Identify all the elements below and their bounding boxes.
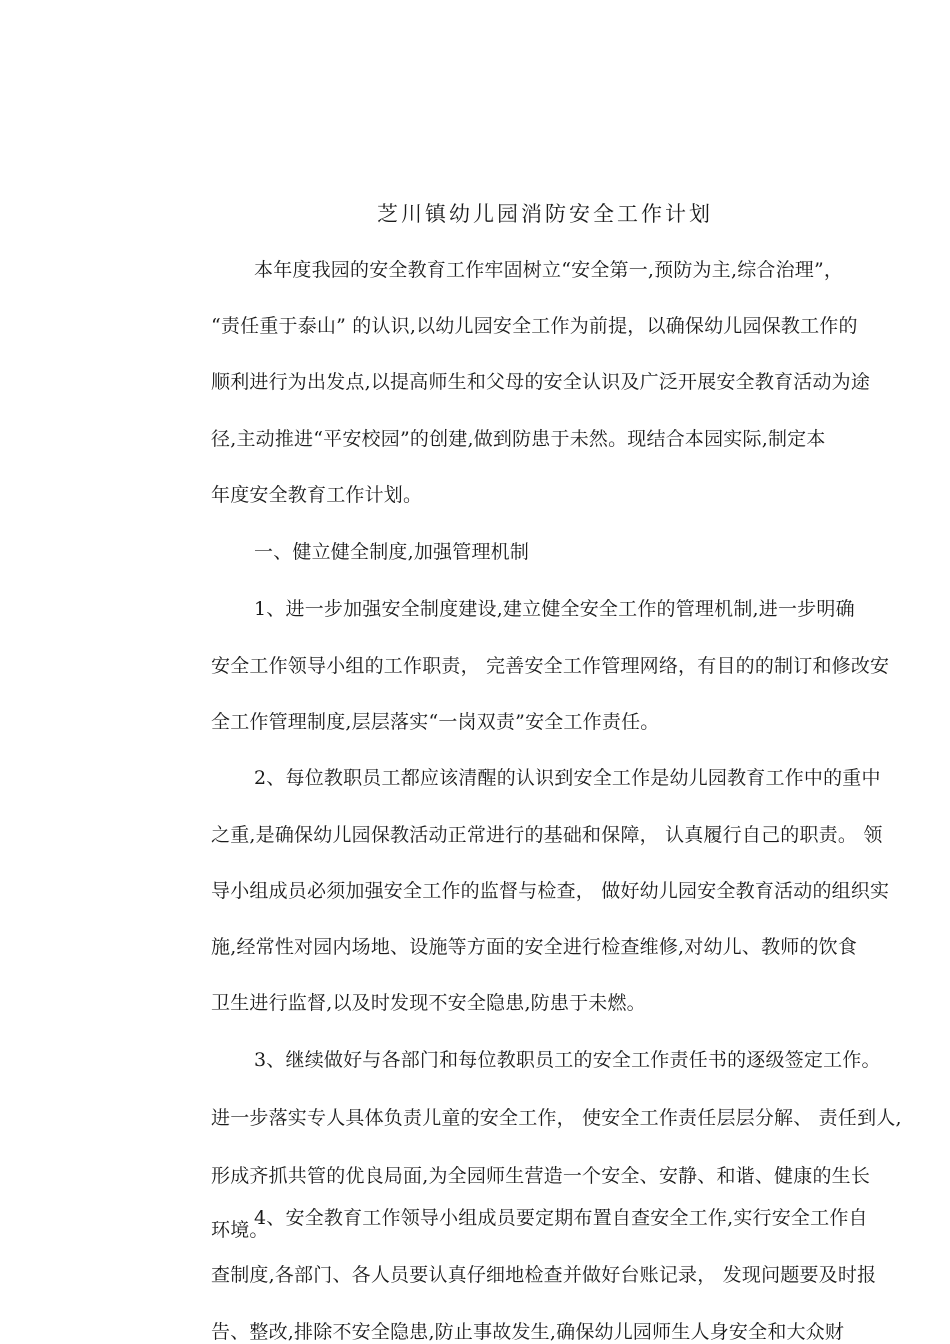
- paragraph-line: 环境。: [211, 1219, 269, 1241]
- paragraph-line: 顺利进行为出发点,以提高师生和父母的安全认识及广泛开展安全教育活动为途: [211, 371, 871, 393]
- paragraph-line: 4、安全教育工作领导小组成员要定期布置自查安全工作,实行安全工作自: [254, 1207, 868, 1229]
- paragraph-line: 之重,是确保幼儿园保教活动正常进行的基础和保障， 认真履行自己的职责。 领: [211, 824, 883, 846]
- paragraph-line: 施,经常性对园内场地、设施等方面的安全进行检查维修,对幼儿、教师的饮食: [211, 936, 858, 958]
- paragraph-line: 3、继续做好与各部门和每位教职员工的安全工作责任书的逐级签定工作。: [254, 1049, 881, 1071]
- document-title: 芝川镇幼儿园消防安全工作计划: [377, 202, 713, 226]
- paragraph-line: 进一步落实专人具体负责儿童的安全工作， 使安全工作责任层层分解、 责任到人,: [211, 1107, 902, 1129]
- paragraph-line: 1、进一步加强安全制度建设,建立健全安全工作的管理机制,进一步明确: [254, 598, 855, 620]
- paragraph-line: 安全工作领导小组的工作职责， 完善安全工作管理网络，有目的的制订和修改安: [211, 655, 890, 677]
- paragraph-line: 2、每位教职员工都应该清醒的认识到安全工作是幼儿园教育工作中的重中: [254, 767, 881, 789]
- section-heading: 一、健立健全制度,加强管理机制: [254, 541, 530, 563]
- paragraph-line: 卫生进行监督,以及时发现不安全隐患,防患于未燃。: [211, 992, 646, 1014]
- paragraph-line: 年度安全教育工作计划。: [211, 484, 423, 506]
- paragraph-line: “责任重于泰山” 的认识,以幼儿园安全工作为前提，以确保幼儿园保教工作的: [211, 315, 858, 337]
- paragraph-line: 径,主动推进“平安校园”的创建,做到防患于未然。现结合本园实际,制定本: [211, 428, 826, 450]
- paragraph-line: 形成齐抓共管的优良局面,为全园师生营造一个安全、安静、和谐、健康的生长: [211, 1165, 871, 1187]
- paragraph-line: 查制度,各部门、各人员要认真仔细地检查并做好台账记录， 发现问题要及时报: [211, 1264, 877, 1286]
- paragraph-line: 告、整改,排除不安全隐患,防止事故发生,确保幼儿园师生人身安全和大众财: [211, 1321, 845, 1343]
- paragraph-line: 全工作管理制度,层层落实“一岗双责”安全工作责任。: [211, 711, 660, 733]
- paragraph-line: 本年度我园的安全教育工作牢固树立“安全第一,预防为主,综合治理”，: [254, 259, 844, 281]
- paragraph-line: 导小组成员必须加强安全工作的监督与检查， 做好幼儿园安全教育活动的组织实: [211, 880, 890, 902]
